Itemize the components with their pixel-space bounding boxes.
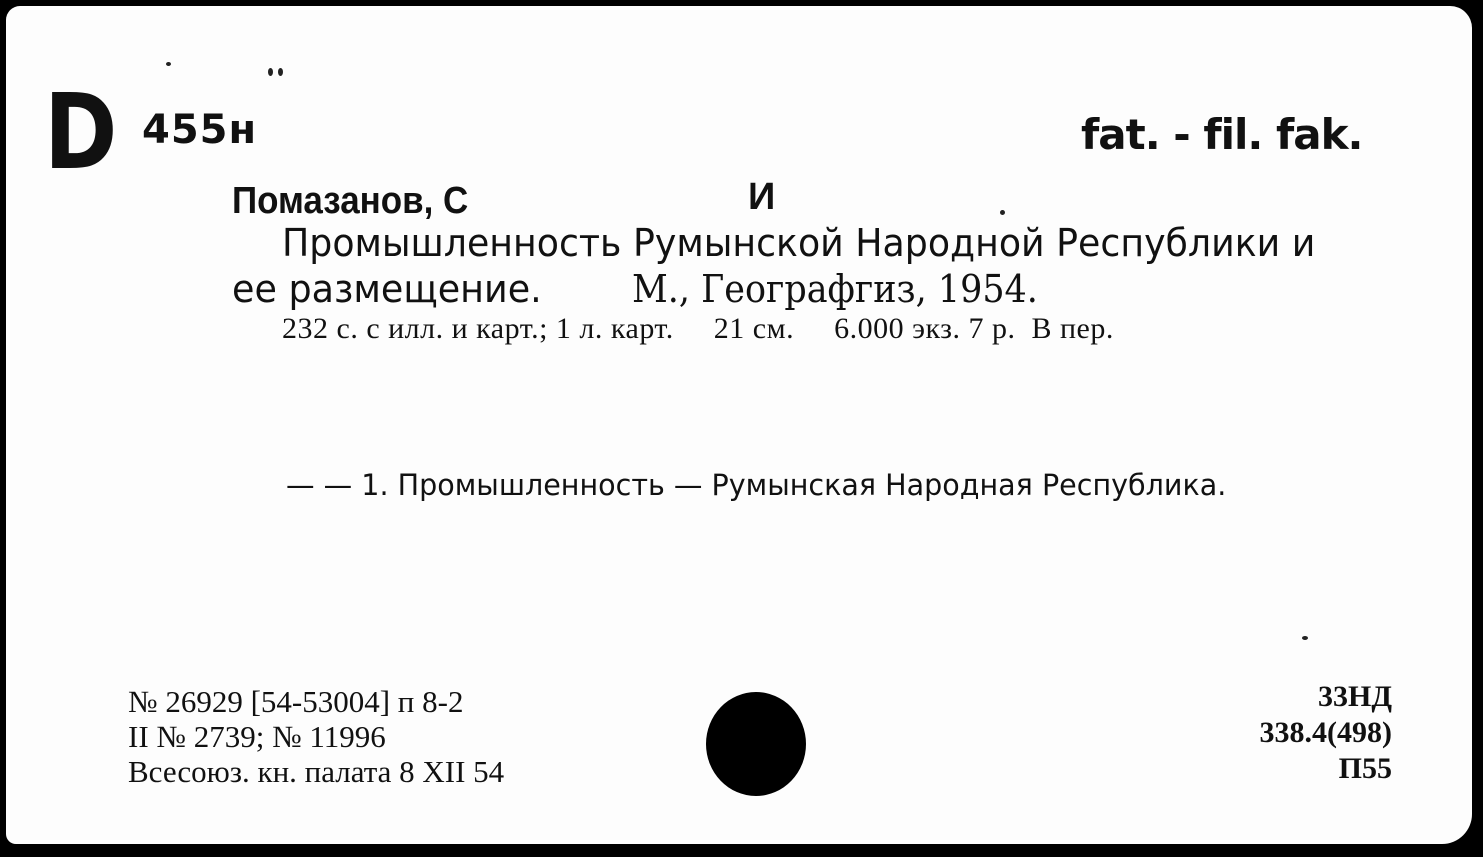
speck-mark — [166, 62, 171, 66]
faculty-stamp: fat. - fil. fak. — [1081, 110, 1363, 159]
imprint: М., Географгиз, 1954. — [632, 267, 1038, 311]
classification-line-2: 338.4(498) — [1259, 716, 1392, 749]
subject-heading: — — 1. Промышленность — Румынская Народная Республика. — [286, 468, 1227, 502]
registration-line-2: II № 2739; № 11996 — [128, 719, 386, 754]
classification-line-3: П55 — [1338, 752, 1392, 785]
registration-line-3: Всесоюз. кн. палата 8 XII 54 — [128, 754, 505, 789]
punch-hole — [706, 692, 806, 796]
catalog-card — [6, 6, 1472, 844]
title-line-2: ее размещение. — [232, 267, 542, 311]
collation: 232 с. с илл. и карт.; 1 л. карт. 21 см. 6.000 экз. 7 р. В пер. — [282, 312, 1114, 345]
speck-mark — [1000, 210, 1005, 215]
call-number: 455н — [142, 107, 258, 153]
author-name: Помазанов, С — [232, 180, 469, 222]
title-line-1: Промышленность Румынской Народной Республики и — [282, 221, 1316, 265]
speck-mark — [1302, 636, 1308, 640]
author-initial: И — [748, 176, 776, 218]
call-letter: D — [44, 71, 118, 193]
registration-line-1: № 26929 [54-53004] п 8-2 — [128, 684, 464, 719]
speck-mark — [278, 68, 283, 76]
classification-line-1: 33НД — [1318, 680, 1392, 713]
speck-mark — [268, 68, 273, 76]
